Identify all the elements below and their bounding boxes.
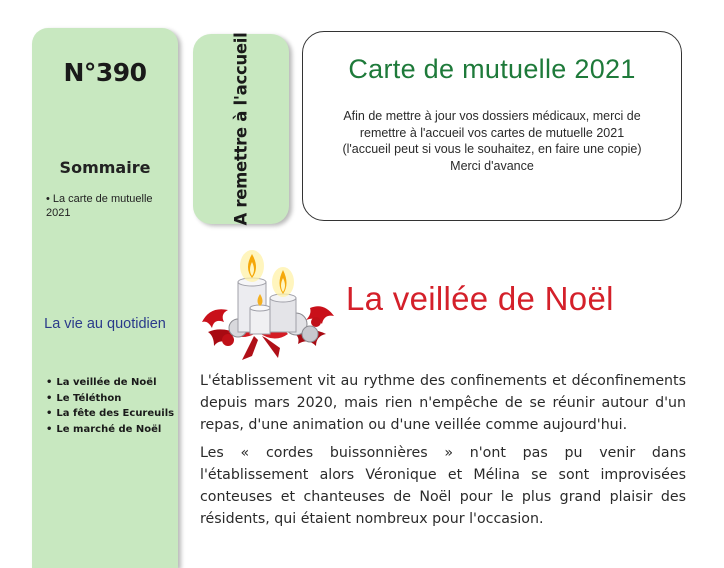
- vie-item-label: La fête des Ecureuils: [56, 408, 175, 419]
- vie-title: La vie au quotidien: [44, 316, 166, 332]
- article-paragraph: L'établissement vit au rythme des confinements et déconfinements depuis mars 2020, mais rien n'empêche de se réunir autour d'un repas, d'une animation ou d'une veillée comme aujourd'hui.: [200, 373, 686, 433]
- vie-item: • La fête des Ecureuils: [46, 408, 175, 419]
- article-paragraph: Les « cordes buissonnières » n'ont pas pu venir dans l'établissement alors Véronique et Mélina se sont improvisées conteuses et chanteuses de Noël pour le plus grand plaisir des résidents, qui étaient nombreux pour l'occasion.: [200, 445, 686, 527]
- vie-item-label: Le Téléthon: [56, 392, 122, 404]
- card-title: Carte de mutuelle 2021: [348, 54, 636, 84]
- card-body-line: Afin de mettre à jour vos dossiers médicaux, merci de: [343, 109, 641, 123]
- vie-list: [46, 375, 178, 437]
- vie-item: • La veillée de Noël: [46, 377, 157, 388]
- sidebar-panel: [32, 28, 178, 568]
- sommaire-item-label: La carte de mutuelle 2021: [46, 193, 153, 219]
- sommaire-item: • La carte de mutuelle 2021: [46, 193, 153, 219]
- card-body: [313, 108, 671, 174]
- vie-item: • Le Téléthon: [46, 392, 122, 404]
- card-body-line: remettre à l'accueil vos cartes de mutuelle 2021: [359, 125, 625, 140]
- article-title: La veillée de Noël: [346, 280, 614, 317]
- vie-item: • Le marché de Noël: [46, 423, 162, 435]
- card-body-line: (l'accueil peut si vous le souhaitez, en faire une copie): [342, 142, 642, 156]
- mutuelle-card: [302, 31, 682, 221]
- sommaire-title: Sommaire: [59, 158, 151, 177]
- issue-number: N°390: [63, 58, 147, 87]
- card-body-line: Merci d'avance: [450, 158, 534, 173]
- sommaire-list: [46, 192, 174, 220]
- vie-item-label: La veillée de Noël: [56, 377, 157, 388]
- vie-item-label: Le marché de Noël: [56, 423, 162, 435]
- christmas-candles-decoration-icon: [198, 236, 336, 362]
- remettre-tab: [193, 34, 289, 224]
- remettre-label: A remettre à l'accueil: [231, 32, 251, 226]
